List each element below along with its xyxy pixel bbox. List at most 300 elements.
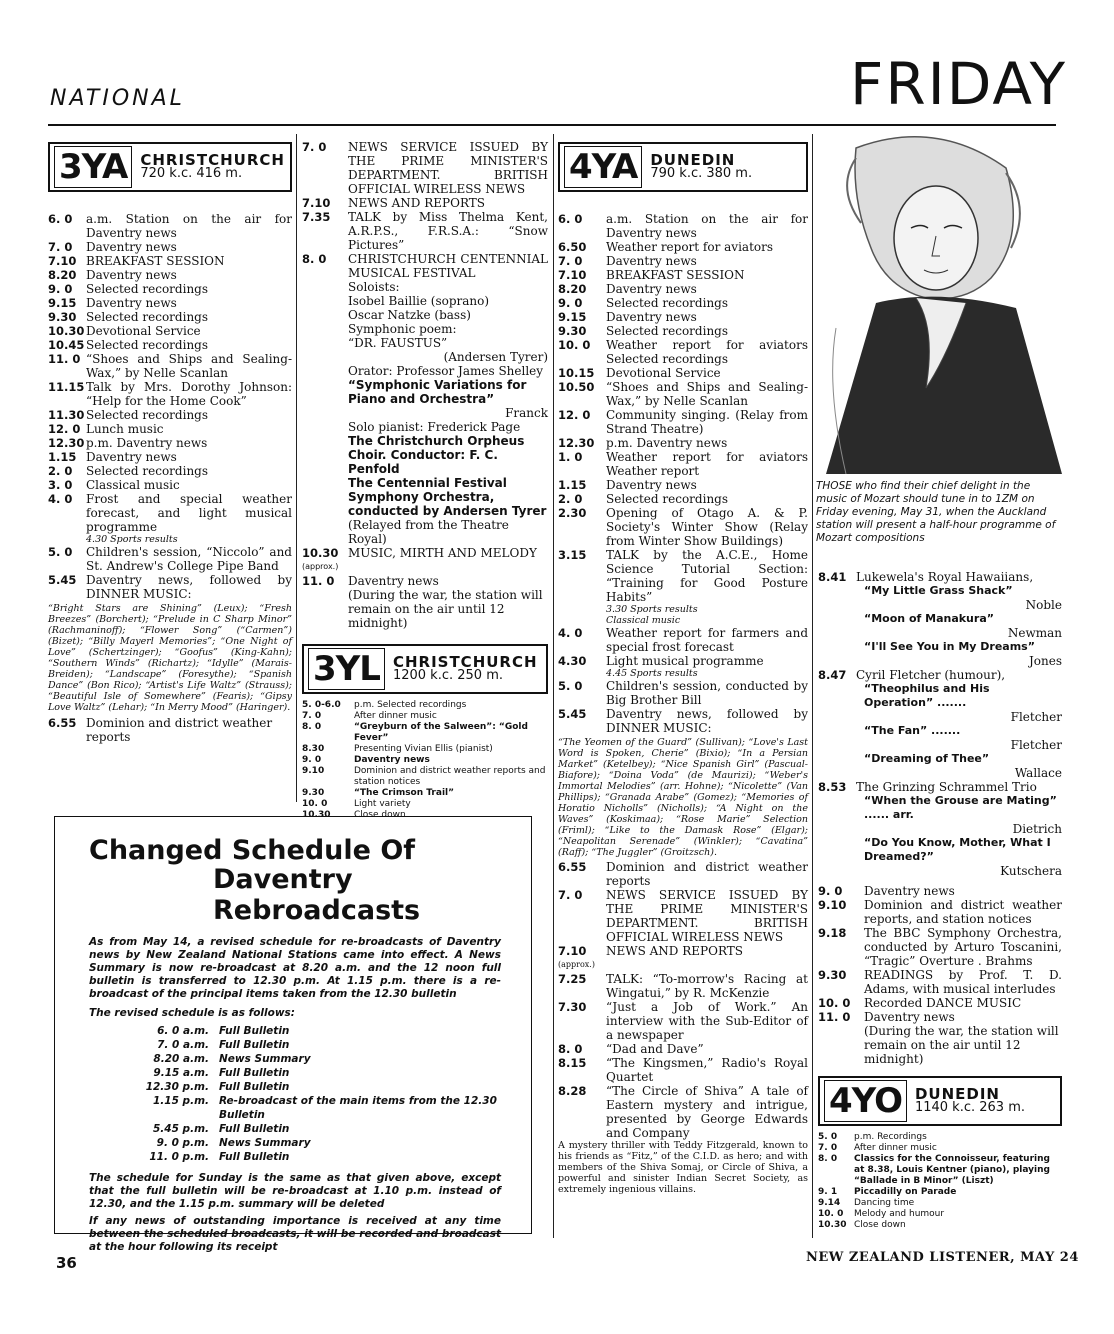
- program-time: [302, 574, 348, 588]
- program-desc: Opening of Otago A. & P. Society's Winter Show (Relay from Winter Show Buildings): [606, 506, 808, 548]
- program-entry: [818, 1209, 1062, 1220]
- music-item-title: “The Fan” .......: [864, 724, 961, 737]
- program-list: [558, 860, 808, 1140]
- program-desc: Daventry news: [86, 240, 177, 254]
- program-time: 3. 0: [48, 478, 73, 492]
- program-note: (During the war, the station will remain on the air until 12 midnight): [864, 1024, 1059, 1066]
- music-item-title: “When the Grouse are Mating” ...... arr.: [864, 794, 1057, 821]
- program-desc: NEWS AND REPORTS: [606, 944, 743, 958]
- notice-urgent: If any news of outstanding importance is received at any time between the scheduled broadcasts, it will be recorded and broadcast at the hour following its receipt: [89, 1215, 501, 1253]
- program-desc: Lukewela's Royal Hawaiians,: [856, 570, 1034, 584]
- program-desc: CHRISTCHURCH CENTENNIAL MUSICAL FESTIVAL: [348, 252, 548, 280]
- station-header-3ya: [48, 142, 292, 192]
- program-desc: 4.30 Sports results: [86, 534, 178, 545]
- program-time: 9. 0: [48, 282, 73, 296]
- program-time: 6. 0: [48, 212, 73, 226]
- program-desc: Dancing time: [854, 1198, 915, 1208]
- program-desc: Daventry news: [864, 1010, 955, 1024]
- program-desc: 4.45 Sports results: [606, 668, 698, 679]
- dinner-music-list: “The Yeomen of the Guard” (Sullivan); “Love's Last Word is Spoken, Cherie” (Bixio); “In a Persian Market” (Ketelbey); “Nice Spanish Girl” (Pascual-Biafore); “Doina Voda” (de Maurizi); “Weber's Immortal Melodies” (arr. Hohne); “Nicolette” (Van Phillips); “Granada Arabe” (Gomez); “Memories of Horatio Nicholls” (Nicholls); “A Night on the Waves” (Koskimaa); “Rose Marie” Selection (Friml); “Like to the Damask Rose” (Elgar); “Neapolitan Serenade” (Winkler); “Cavatina” (Raff); “The Juggler” (Groitzsch).: [558, 737, 808, 858]
- photo-caption: THOSE who find their chief delight in the music of Mozart should tune in to 1ZM on Friday evening, May 31, when the Auckland station will present a half-hour programme of Mozart compositions: [816, 480, 1056, 544]
- program-list: [302, 546, 548, 588]
- program-entry: [48, 436, 292, 450]
- program-entry: [558, 944, 808, 958]
- music-item-composer: Kutschera: [1000, 864, 1062, 878]
- program-desc: Light variety: [354, 799, 411, 809]
- schedule-time: 5.45 p.m.: [153, 1123, 209, 1135]
- program-time: 10. 0: [818, 996, 851, 1010]
- station-header-4yo: [818, 1076, 1062, 1126]
- program-desc: “The Crimson Trail”: [354, 788, 455, 798]
- schedule-item: Full Bulletin: [219, 1039, 290, 1051]
- station-frequency: 790 k.c. 380 m.: [650, 166, 753, 181]
- program-time: 8.41: [818, 570, 847, 584]
- program-desc: Daventry news: [606, 254, 697, 268]
- station-frequency: 1140 k.c. 263 m.: [914, 1100, 1025, 1115]
- program-entry: [48, 282, 292, 296]
- program-time: 7.35: [302, 210, 331, 224]
- program-entry: [302, 722, 548, 744]
- program-time: 11. 0: [48, 352, 81, 366]
- program-desc: “Greyburn of the Salween”: “Gold Fever”: [354, 722, 528, 743]
- program-desc: Selected recordings: [86, 408, 209, 422]
- program-desc: Daventry news, followed by DINNER MUSIC:: [86, 573, 292, 601]
- music-item-composer: Fletcher: [1010, 710, 1062, 724]
- program-desc: Weather report for farmers and special frost forecast: [606, 626, 808, 654]
- program-entry: [818, 1154, 1062, 1187]
- station-city: DUNEDIN: [914, 1085, 1000, 1103]
- program-desc: READINGS by Prof. T. D. Adams, with musical interludes: [864, 968, 1062, 996]
- program-list: [558, 212, 808, 735]
- program-entry: [558, 668, 808, 679]
- festival-line: Soloists:: [348, 280, 400, 294]
- program-entry: [558, 240, 808, 254]
- program-items: [818, 584, 1062, 668]
- program-time: 8.47: [818, 668, 847, 682]
- program-entry: [818, 1220, 1062, 1231]
- schedule-row: [139, 1080, 501, 1094]
- program-desc: Daventry news: [606, 478, 697, 492]
- program-time: 4. 0: [558, 626, 583, 640]
- station-frequency: 720 k.c. 416 m.: [140, 166, 243, 181]
- music-item-composer: Noble: [1025, 598, 1062, 612]
- program-time: 2.30: [558, 506, 587, 520]
- mozart-portrait: [816, 128, 1062, 474]
- program-time: 5. 0: [558, 679, 583, 693]
- program-entry: [48, 310, 292, 324]
- program-desc: p.m. Daventry news: [86, 436, 208, 450]
- program-entry: [302, 700, 548, 711]
- program-entry: [302, 574, 548, 588]
- program-desc: Classical music: [86, 478, 180, 492]
- program-desc: Cyril Fletcher (humour),: [856, 668, 1006, 682]
- program-entry: [302, 140, 548, 196]
- schedule-item: Full Bulletin: [219, 1067, 290, 1079]
- program-desc: 3.30 Sports results: [606, 604, 698, 615]
- schedule-time: 11. 0 p.m.: [149, 1151, 209, 1163]
- program-desc: a.m. Station on the air for Daventry news: [606, 212, 808, 240]
- column-divider: [812, 134, 813, 1238]
- program-entry: [302, 788, 548, 799]
- festival-line: Franck: [505, 406, 548, 420]
- music-item-composer: Dietrich: [1012, 822, 1062, 836]
- music-item-title: “I'll See You in My Dreams”: [864, 640, 1035, 653]
- program-time: 10.30: [818, 1220, 847, 1230]
- program-time: 7. 0: [558, 254, 583, 268]
- program-desc: Selected recordings: [86, 282, 209, 296]
- program-desc: The Grinzing Schrammel Trio: [856, 780, 1037, 794]
- column-4ya: [558, 142, 808, 1195]
- program-time: 1. 0: [558, 450, 583, 464]
- program-items: [818, 794, 1062, 878]
- publication-title: NEW ZEALAND LISTENER, MAY 24: [806, 1250, 1079, 1265]
- program-time: 5.45: [558, 707, 587, 721]
- program-time: 11.30: [48, 408, 85, 422]
- program-time: [558, 668, 606, 679]
- program-entry: [558, 972, 808, 1000]
- program-entry: [48, 464, 292, 478]
- program-desc: NEWS SERVICE ISSUED BY THE PRIME MINISTER'S DEPARTMENT. BRITISH OFFICIAL WIRELESS NEWS: [606, 888, 808, 944]
- program-desc: Close down: [354, 810, 406, 820]
- schedule-item: Full Bulletin: [219, 1025, 290, 1037]
- program-entry: [558, 615, 808, 626]
- festival-line: Orator: Professor James Shelley: [348, 364, 544, 378]
- program-entry: [818, 1198, 1062, 1209]
- program-desc: Selected recordings: [606, 296, 729, 310]
- program-entry: [818, 884, 1062, 898]
- program-entry: [302, 744, 548, 755]
- program-entry: [558, 268, 808, 282]
- schedule-item: Full Bulletin: [219, 1081, 290, 1093]
- program-desc: “The Kingsmen,” Radio's Royal Quartet: [606, 1056, 808, 1084]
- program-desc: Daventry news: [606, 310, 697, 324]
- program-entry: [558, 1000, 808, 1042]
- program-time: 7. 0: [48, 240, 73, 254]
- program-entry: [558, 380, 808, 408]
- program-desc: The BBC Symphony Orchestra, conducted by Arturo Toscanini, “Tragic” Overture . Brahms: [864, 926, 1062, 968]
- program-time: 10.30: [48, 324, 85, 338]
- program-desc: Close down: [854, 1220, 906, 1230]
- program-time: 7. 0: [558, 888, 583, 902]
- program-desc: Weather report for aviators Selected recordings: [606, 338, 808, 366]
- program-items: [818, 682, 1062, 780]
- program-desc: Weather report for aviators Weather report: [606, 450, 808, 478]
- program-desc: Presenting Vivian Ellis (pianist): [354, 744, 493, 754]
- program-time: 9. 1: [818, 1187, 838, 1197]
- notice-intro: As from May 14, a revised schedule for re-broadcasts of Daventry news by New Zealand National Stations came into effect. A News Summary is now re-broadcast at 8.20 a.m. and the 12 noon full bulletin is transferred to 12.30 p.m. At 1.15 p.m. there is a re-broadcast of the principal items taken from the 12.30 bulletin: [89, 936, 501, 1000]
- program-entry: [558, 626, 808, 654]
- program-entry: [48, 573, 292, 601]
- program-time: 7.30: [558, 1000, 587, 1014]
- festival-line: Symphonic poem:: [348, 322, 457, 336]
- program-time: 5. 0: [818, 1132, 838, 1142]
- program-desc: Selected recordings: [86, 338, 209, 352]
- program-entry: [48, 324, 292, 338]
- program-time: 8.20: [48, 268, 77, 282]
- program-desc: p.m. Daventry news: [606, 436, 728, 450]
- program-entry: [48, 296, 292, 310]
- notice-title-1: Changed Schedule Of: [89, 835, 416, 866]
- program-entry: [558, 604, 808, 615]
- program-time: 6.50: [558, 240, 587, 254]
- header-rule: [48, 124, 1056, 126]
- column-3ya: [48, 142, 292, 744]
- program-time: 7.10: [48, 254, 77, 268]
- schedule-row: [139, 1052, 501, 1066]
- program-time: 2. 0: [558, 492, 583, 506]
- program-entry: [48, 492, 292, 534]
- festival-line: Isobel Baillie (soprano): [348, 294, 490, 308]
- program-desc: Daventry news: [348, 574, 439, 588]
- program-time: 9.14: [818, 1198, 841, 1208]
- schedule-row: [139, 1038, 501, 1052]
- festival-line: (Andersen Tyrer): [443, 350, 548, 364]
- music-item-title: “Do You Know, Mother, What I Dreamed?”: [864, 836, 1051, 863]
- program-time: 8. 0: [302, 252, 327, 266]
- notice-title-2: Daventry Rebroadcasts: [213, 864, 421, 926]
- schedule-time: 12.30 p.m.: [145, 1081, 209, 1093]
- program-time: 8.20: [558, 282, 587, 296]
- program-entry: [558, 478, 808, 492]
- station-logo: 3YA: [54, 146, 132, 188]
- station-city: CHRISTCHURCH: [140, 151, 285, 169]
- schedule-row: [139, 1094, 501, 1122]
- program-entry: [302, 546, 548, 574]
- program-time: 7. 0: [302, 140, 327, 154]
- program-time: 8.28: [558, 1084, 587, 1098]
- program-desc: Devotional Service: [606, 366, 721, 380]
- program-entry: [302, 711, 548, 722]
- program-entry: [558, 707, 808, 735]
- program-entry: [48, 380, 292, 408]
- program-desc: Classical music: [606, 615, 681, 626]
- schedule-item: Full Bulletin: [219, 1123, 290, 1135]
- program-desc: NEWS AND REPORTS: [348, 196, 485, 210]
- program-time: 7. 0: [302, 711, 322, 721]
- program-time: 8.30: [302, 744, 325, 754]
- program-desc: Daventry news: [86, 268, 177, 282]
- program-desc: Selected recordings: [86, 464, 209, 478]
- program-entry: [558, 212, 808, 240]
- program-desc: Daventry news: [86, 296, 177, 310]
- program-entry: [48, 408, 292, 422]
- program-time: [48, 534, 86, 545]
- festival-line: Oscar Natzke (bass): [348, 308, 471, 322]
- program-entry: [48, 545, 292, 573]
- music-item-title: “Dreaming of Thee”: [864, 752, 990, 765]
- program-entry: [558, 324, 808, 338]
- schedule-time: 9. 0 p.m.: [156, 1137, 209, 1149]
- program-time: 11.15: [48, 380, 85, 394]
- program-time: 7.10: [302, 196, 331, 210]
- program-desc: NEWS SERVICE ISSUED BY THE PRIME MINISTER'S DEPARTMENT. BRITISH OFFICIAL WIRELESS NEWS: [348, 140, 548, 196]
- program-entry: [558, 1084, 808, 1140]
- program-time: 9.10: [818, 898, 847, 912]
- festival-line: The Centennial Festival Symphony Orchestra, conducted by Andersen Tyrer: [348, 476, 547, 518]
- program-time: 8.53: [818, 780, 847, 794]
- festival-line: (Relayed from the Theatre Royal): [348, 518, 509, 546]
- program-time: 2. 0: [48, 464, 73, 478]
- program-time: 8. 0: [818, 1154, 838, 1164]
- program-time: 3.15: [558, 548, 587, 562]
- program-entry: [818, 1143, 1062, 1154]
- program-time: 9.30: [302, 788, 325, 798]
- program-time: 9. 0: [302, 755, 322, 765]
- program-list: [48, 212, 292, 601]
- program-entry: [558, 506, 808, 548]
- program-desc: Piccadilly on Parade: [854, 1187, 957, 1197]
- program-desc: Daventry news: [606, 282, 697, 296]
- program-entry: [48, 716, 292, 744]
- festival-line: “Symphonic Variations for Piano and Orchestra”: [348, 378, 527, 406]
- station-header-4ya: [558, 142, 808, 192]
- program-entry: [302, 799, 548, 810]
- program-desc: TALK by Miss Thelma Kent, A.R.P.S., F.R.S.A.: “Snow Pictures”: [348, 210, 548, 252]
- program-desc: BREAKFAST SESSION: [86, 254, 225, 268]
- notice-sunday: The schedule for Sunday is the same as that given above, except that the full bulletin will be re-broadcast at 1.10 p.m. instead of 12.30, and the 1.15 p.m. summary will be deleted: [89, 1172, 501, 1210]
- program-desc: “Dad and Dave”: [606, 1042, 704, 1056]
- program-time: 11. 0: [818, 1010, 851, 1024]
- program-desc: Selected recordings: [606, 324, 729, 338]
- program-desc: Dominion and district weather reports: [606, 860, 808, 888]
- program-entry: [818, 1187, 1062, 1198]
- program-time: 7.10: [558, 268, 587, 282]
- changed-schedule-notice: [54, 816, 532, 1253]
- day-title: FRIDAY: [850, 50, 1068, 118]
- program-time: 10. 0: [558, 338, 591, 352]
- festival-details: [302, 280, 548, 546]
- program-entry: [558, 450, 808, 478]
- program-entry: [48, 422, 292, 436]
- dinner-music-list: “Bright Stars are Shining” (Leux); “Fresh Breezes” (Borchert); “Prelude in C Sharp Minor” (Rachmaninoff); “Flower Song” (“Carmen”) (Bizet); “Billy Mayerl Memories”; “One Night of Love” (Schertzinger); “Goofus” (King-Kahn); “Southern Winds” (Richartz); “Idylle” (Marais-Breiden); “Landscape” (Foresythe); “Spanish Dance” (Bon Rico); “Artist's Life Waltz” (Strauss); “Beautiful Isle of Somewhere” (Fearis); “Gipsy Love Waltz” (Lehar); “In Merry Mood” (Haringer).: [48, 603, 292, 713]
- program-entry: [48, 240, 292, 254]
- program-entry: [818, 570, 1062, 584]
- program-desc: TALK: “To-morrow's Racing at Wingatui,” by R. McKenzie: [606, 972, 808, 1000]
- program-time: 10. 0: [302, 799, 328, 809]
- program-entry: [558, 254, 808, 268]
- program-entry: [302, 766, 548, 788]
- program-desc: Selected recordings: [86, 310, 209, 324]
- station-logo: 3YL: [308, 648, 385, 690]
- program-desc: “Just a Job of Work.” An interview with the Sub-Editor of a newspaper: [606, 1000, 808, 1042]
- program-time: 5. 0: [48, 545, 73, 559]
- program-entry: [558, 1056, 808, 1084]
- program-time: 9. 0: [818, 884, 843, 898]
- program-entry: [302, 210, 548, 252]
- program-entry: [48, 268, 292, 282]
- program-desc: TALK by the A.C.E., Home Science Tutorial Section: “Training for Good Posture Habits”: [606, 548, 808, 604]
- program-entry: [48, 254, 292, 268]
- program-time: 8.15: [558, 1056, 587, 1070]
- program-desc: Dominion and district weather reports: [86, 716, 273, 744]
- program-entry: [48, 212, 292, 240]
- program-time-value: 11. 0: [302, 574, 335, 588]
- festival-line: Solo pianist: Frederick Page: [348, 420, 521, 434]
- program-entry: [818, 1010, 1062, 1024]
- program-time: 10.45: [48, 338, 85, 352]
- station-logo: 4YA: [564, 146, 642, 188]
- mini-program-list: [302, 700, 548, 821]
- program-entry: [558, 492, 808, 506]
- schedule-row: [139, 1122, 501, 1136]
- program-time: 9.15: [48, 296, 77, 310]
- program-desc: Classics for the Connoisseur, featuring at 8.38, Louis Kentner (piano), playing “Ballade in B Minor” (Liszt): [854, 1154, 1050, 1186]
- program-desc: Devotional Service: [86, 324, 201, 338]
- schedule-row: [139, 1150, 501, 1164]
- program-desc: Dominion and district weather reports and station notices: [354, 766, 546, 787]
- music-item-composer: Wallace: [1014, 766, 1062, 780]
- program-entry: [302, 252, 548, 280]
- program-entry: [48, 534, 292, 545]
- music-item-composer: Fletcher: [1010, 738, 1062, 752]
- program-entry: [818, 926, 1062, 968]
- program-entry: [818, 1132, 1062, 1143]
- program-time: 9.30: [48, 310, 77, 324]
- program-entry: [48, 478, 292, 492]
- schedule-item: Re-broadcast of the main items from the 12.30 Bulletin: [219, 1095, 497, 1121]
- station-city: CHRISTCHURCH: [392, 653, 538, 671]
- program-entry: [558, 1042, 808, 1056]
- program-time: 9.30: [818, 968, 847, 982]
- page-number: 36: [56, 1254, 77, 1272]
- program-time: 12.30: [48, 436, 85, 450]
- section-title: NATIONAL: [50, 86, 185, 111]
- program-time: 7. 0: [818, 1143, 838, 1153]
- program-entry: [818, 668, 1062, 682]
- program-list: [302, 140, 548, 280]
- column-divider: [553, 134, 554, 1238]
- program-desc: Recorded DANCE MUSIC: [864, 996, 1022, 1010]
- mini-program-list: [818, 1132, 1062, 1231]
- program-time: 8. 0: [302, 722, 322, 732]
- program-desc: Children's session, “Niccolo” and St. Andrew's College Pipe Band: [86, 545, 292, 573]
- music-item-composer: Newman: [1007, 626, 1062, 640]
- schedule-time: 8.20 a.m.: [153, 1053, 209, 1065]
- program-entry: [302, 755, 548, 766]
- notice-revised-label: The revised schedule is as follows:: [89, 1007, 295, 1019]
- schedule-item: News Summary: [219, 1137, 311, 1149]
- program-desc: Frost and special weather forecast, and light musical programme: [86, 492, 292, 534]
- program-entry: [302, 196, 548, 210]
- program-entry: [558, 296, 808, 310]
- program-entry: [558, 282, 808, 296]
- festival-line: The Christchurch Orpheus Choir. Conductor: F. C. Penfold: [348, 434, 525, 476]
- schedule-row: [139, 1136, 501, 1150]
- schedule-time: 1.15 p.m.: [153, 1095, 209, 1107]
- program-entry: [48, 352, 292, 380]
- program-desc: “Shoes and Ships and Sealing-Wax,” by Nelle Scanlan: [606, 380, 808, 408]
- schedule-item: Full Bulletin: [219, 1151, 290, 1163]
- program-desc: Daventry news, followed by DINNER MUSIC:: [606, 707, 808, 735]
- program-desc: Talk by Mrs. Dorothy Johnson: “Help for the Home Cook”: [86, 380, 292, 408]
- program-entry: [818, 898, 1062, 926]
- program-entry: [558, 548, 808, 604]
- schedule-time: 6. 0 a.m.: [157, 1025, 209, 1037]
- program-desc: p.m. Recordings: [854, 1132, 927, 1142]
- program-entry: [818, 968, 1062, 996]
- column-divider: [296, 134, 297, 802]
- program-desc: Melody and humour: [854, 1209, 945, 1219]
- program-desc: Daventry news: [864, 884, 955, 898]
- program-entry: [558, 888, 808, 944]
- station-city: DUNEDIN: [650, 151, 736, 169]
- program-desc: Selected recordings: [606, 492, 729, 506]
- program-entry: [818, 780, 1062, 794]
- program-time: 7.10: [558, 944, 587, 958]
- schedule-time: 9.15 a.m.: [153, 1067, 209, 1079]
- program-desc: Weather report for aviators: [606, 240, 774, 254]
- program-entry: [558, 654, 808, 668]
